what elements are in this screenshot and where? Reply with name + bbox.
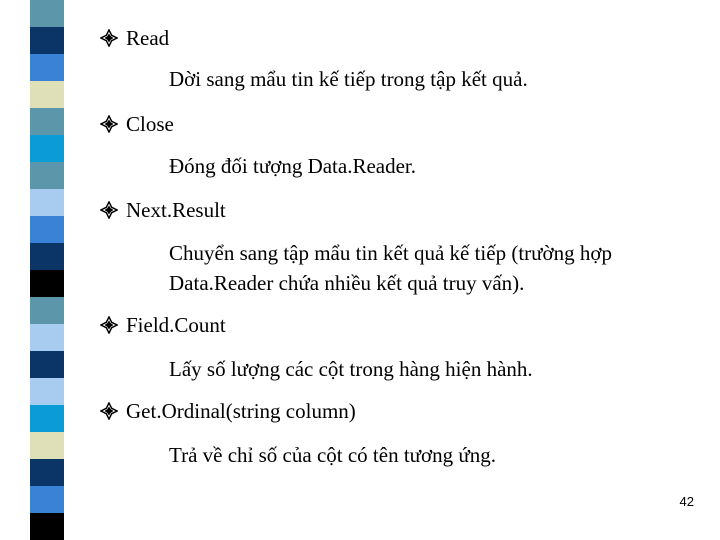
list-item bbox=[100, 196, 226, 224]
item-description: Dời sang mẩu tin kế tiếp trong tập kết quả. bbox=[169, 67, 528, 91]
item-term: Read bbox=[126, 25, 170, 50]
item-description: Trả về chỉ số của cột có tên tương ứng. bbox=[169, 443, 497, 467]
item-term: Close bbox=[126, 111, 174, 136]
diamond-bullet-icon bbox=[100, 115, 118, 133]
diamond-bullet-icon bbox=[100, 201, 118, 219]
list-item bbox=[100, 311, 226, 339]
item-term: Next.Result bbox=[126, 197, 226, 222]
item-term: Field.Count bbox=[126, 312, 226, 337]
page-number: 42 bbox=[679, 494, 694, 509]
list-item bbox=[100, 110, 174, 138]
diamond-bullet-icon bbox=[100, 316, 118, 334]
diamond-bullet-icon bbox=[100, 29, 118, 47]
list-item bbox=[100, 24, 169, 52]
item-description: Lấy số lượng các cột trong hàng hiện hành. bbox=[169, 357, 533, 381]
item-term: Get.Ordinal(string column) bbox=[126, 398, 356, 423]
item-description: Đóng đối tượng Data.Reader. bbox=[169, 154, 417, 178]
item-description: Chuyển sang tập mẩu tin kết quả kế tiếp (trường hợp Data.Reader chứa nhiều kết quả truy vấn). bbox=[169, 241, 612, 295]
diamond-bullet-icon bbox=[100, 402, 118, 420]
list-item bbox=[100, 397, 356, 425]
